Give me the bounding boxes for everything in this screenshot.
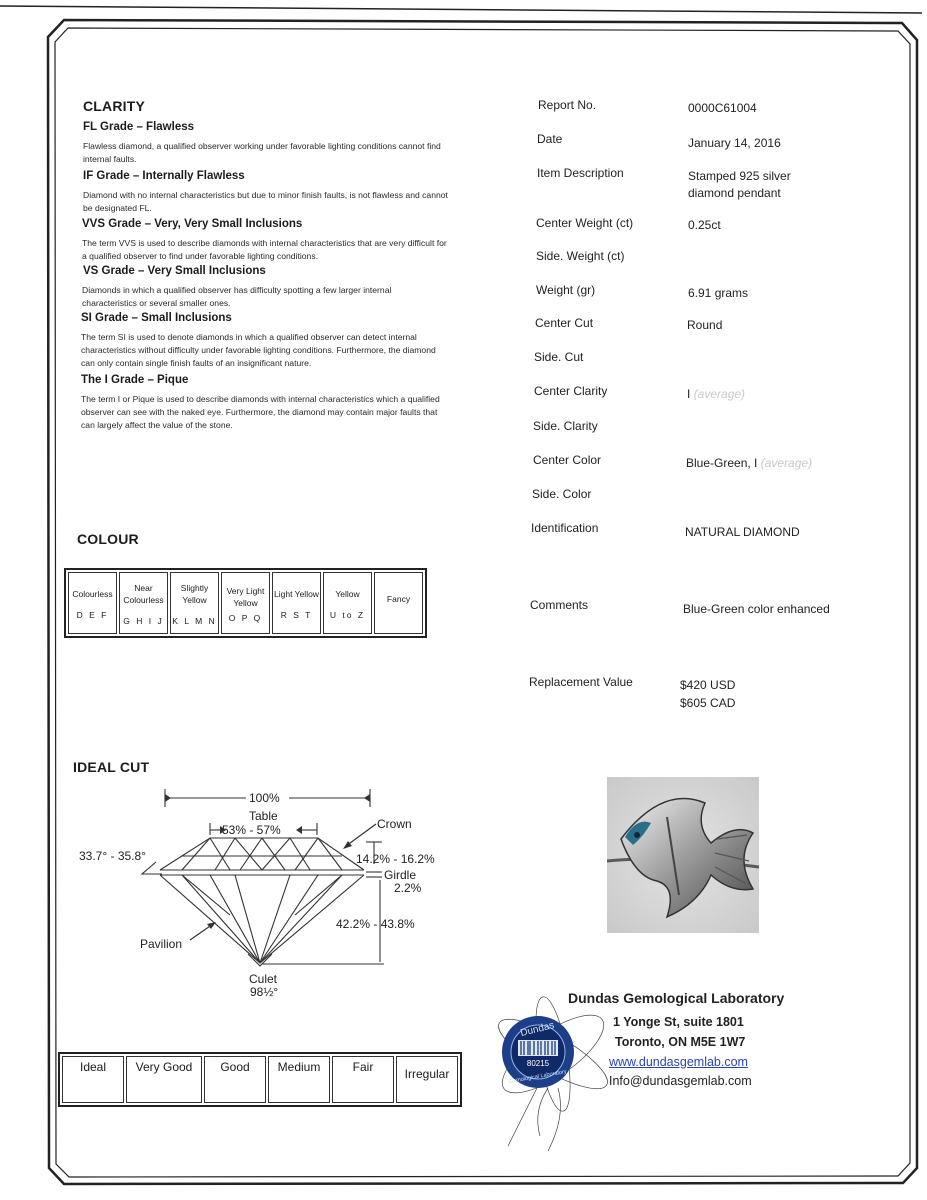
side-weight-label: Side. Weight (ct) [536,249,625,263]
grade-si-title: SI Grade – Small Inclusions [81,312,232,324]
center-color-label: Center Color [533,453,602,467]
identification-label: Identification [531,521,599,535]
diamond-cut-diagram [70,780,460,1005]
side-clarity-label: Side. Clarity [533,419,598,433]
colour-cell-name: Yellow [335,589,360,599]
diagram-girdle-label: Girdle [384,868,417,882]
center-color-note: (average) [760,456,813,470]
diagram-total-label: 100% [249,791,280,805]
side-cut-label: Side. Cut [534,350,584,364]
lab-address-line2: Toronto, ON M5E 1W7 [615,1035,746,1049]
grade-fl-title: FL Grade – Flawless [83,121,195,133]
colour-cell [272,572,321,634]
cut-grade-cell: Irregular [396,1056,458,1103]
grade-fl-desc: Flawless diamond, a qualified observer working under favorable lighting conditions cannot find internal faults. [83,141,441,164]
item-description-value: Stamped 925 silver [688,169,791,183]
ideal-cut-title: IDEAL CUT [73,759,150,775]
colour-scale-table [64,568,427,638]
colour-cell-name: Colourless [72,589,113,599]
weight-value: 6.91 grams [688,286,749,300]
replacement-value-usd: $420 USD [680,678,736,692]
colour-cell-code: D E F [76,610,109,620]
date-value: January 14, 2016 [688,136,781,150]
diagram-culet-label: Culet [249,972,278,986]
grade-vvs-title: VVS Grade – Very, Very Small Inclusions [82,218,303,230]
colour-cell-name: Very Light Yellow [226,586,265,608]
colour-cell-name: Slightly Yellow [180,583,209,605]
colour-cell-name: Light Yellow [274,589,319,599]
colour-cell-code: O P Q [228,613,263,623]
diagram-girdle-pct: 2.2% [394,881,422,895]
seal-bottom-text: Gemological Laboratory [508,1068,568,1086]
diagram-crown-label: Crown [377,817,412,831]
side-color-label: Side. Color [532,487,592,501]
weight-label: Weight (gr) [536,283,596,297]
grade-if-title: IF Grade – Internally Flawless [83,170,245,182]
seal-number: 80215 [526,1059,550,1068]
report-no-value: 0000C61004 [688,101,757,115]
colour-cell-code: G H I J [123,616,164,626]
lab-seal-stamp [478,996,628,1156]
colour-cell [170,572,219,634]
item-description-value-line2: diamond pendant [688,186,781,200]
diagram-pavilion-pct: 42.2% - 43.8% [336,917,415,931]
comments-label: Comments [530,598,589,612]
grade-i-title: The I Grade – Pique [81,374,189,386]
center-cut-label: Center Cut [535,316,594,330]
center-weight-label: Center Weight (ct) [536,216,634,230]
center-clarity-grade: I [687,387,691,401]
diagram-table-pct: 53% - 57% [222,823,281,837]
cut-grade-cell: Very Good [126,1056,202,1103]
pendant-photo [607,777,759,933]
lab-website-link[interactable]: www.dundasgemlab.com [609,1055,748,1069]
center-color-value [686,456,812,470]
colour-cell [323,572,372,634]
center-color-grade: Blue-Green, I [686,456,758,470]
cut-grade-cell: Fair [332,1056,394,1103]
replacement-value-cad: $605 CAD [680,696,736,710]
colour-cell [221,572,270,634]
item-description-label: Item Description [537,166,624,180]
diagram-crown-angle: 33.7° - 35.8° [79,849,146,863]
grade-si-desc: The term SI is used to denote diamonds in which a qualified observer can detect internal characteristics without difficulty under favorable lighting conditions. Furthermore, the diamond can only contain single finish faults of an insignificant nature. [81,332,436,368]
center-cut-value: Round [687,318,723,332]
colour-cell-name: Fancy [386,594,411,604]
colour-cell-code: U to Z [329,610,366,620]
identification-value: NATURAL DIAMOND [685,525,800,539]
colour-cell-code: R S T [280,610,313,620]
colour-cell-name: Near Colourless [123,583,164,605]
center-clarity-value [687,387,745,401]
grade-vs-desc: Diamonds in which a qualified observer has difficulty spotting a few larger internal characteristics or several smaller ones. [82,285,392,308]
colour-cell-code: K L M N [172,616,217,626]
diagram-table-label: Table [249,809,278,823]
cut-grade-cell: Ideal [62,1056,124,1103]
center-weight-value: 0.25ct [688,218,721,232]
center-clarity-label: Center Clarity [534,384,608,398]
diagram-culet-angle: 98½° [250,985,279,999]
cut-grade-cell: Medium [268,1056,330,1103]
colour-title: COLOUR [77,531,139,547]
comments-value: Blue-Green color enhanced [683,602,830,616]
report-no-label: Report No. [538,98,597,112]
center-clarity-note: (average) [693,387,746,401]
cut-grade-cell: Good [204,1056,266,1103]
diagram-crown-pct: 14.2% - 16.2% [356,852,435,866]
grade-i-desc: The term I or Pique is used to describe diamonds with internal characteristics which a qualified observer can see with the naked eye. Furthermore, the diamond may contain major faults that can largely affect the value of the stone. [81,394,440,430]
grade-vvs-desc: The term VVS is used to describe diamonds with internal characteristics that are very difficult for a qualified observer to find under favorable lighting conditions. [82,238,447,261]
diagram-pavilion-label: Pavilion [140,937,183,951]
cut-grade-table [58,1052,462,1107]
grade-vs-title: VS Grade – Very Small Inclusions [83,265,266,277]
colour-cell [68,572,117,634]
colour-cell [374,572,423,634]
lab-address-line1: 1 Yonge St, suite 1801 [613,1015,744,1029]
seal-top-text: Dundas [519,1020,556,1040]
lab-name: Dundas Gemological Laboratory [568,990,785,1006]
grade-if-desc: Diamond with no internal characteristics but due to minor finish faults, is not flawless and cannot be designated FL. [83,190,448,213]
clarity-title: CLARITY [83,98,146,114]
date-label: Date [537,132,563,146]
replacement-value-label: Replacement Value [529,675,633,689]
lab-email: Info@dundasgemlab.com [609,1074,752,1088]
colour-cell [119,572,168,634]
